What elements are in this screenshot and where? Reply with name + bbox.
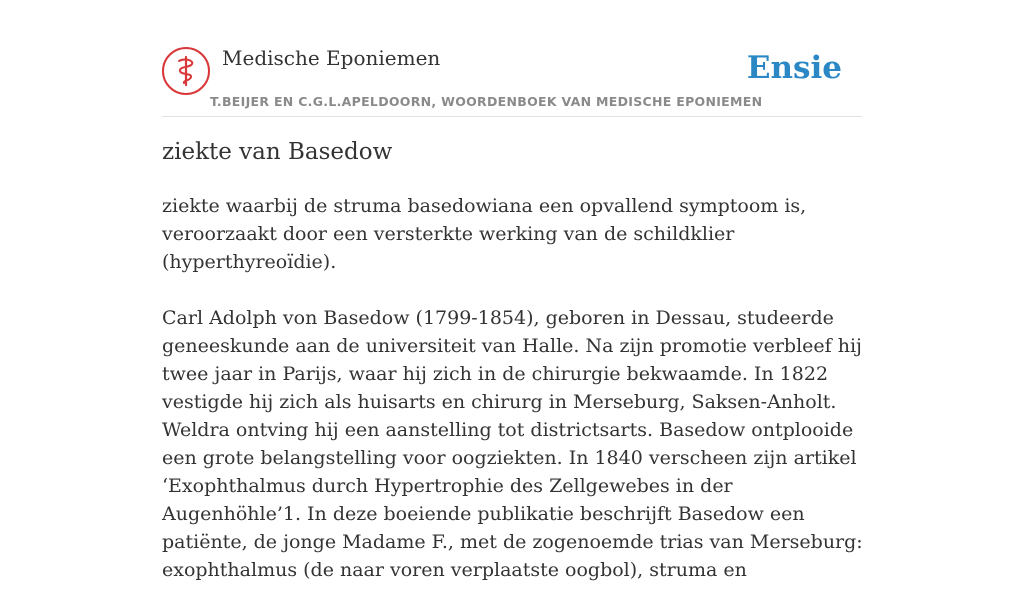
source-title[interactable]: Medische Eponiemen bbox=[222, 46, 441, 70]
source-header bbox=[162, 44, 862, 117]
caduceus-icon[interactable] bbox=[162, 47, 210, 95]
ensie-logo[interactable]: Ensie bbox=[746, 50, 842, 86]
biography-paragraph: Carl Adolph von Basedow (1799-1854), geboren in Dessau, studeerde geneeskunde aan de universiteit van Halle. Na zijn promotie verbleef hij twee jaar in Parijs, waar hij zich in de chirurgie bekwaamde. In 1822 vestigde hij zich als huisarts en chirurg in Merseburg, Saksen-Anholt. Weldra ontving hij een aanstelling tot districtsarts. Basedow ontplooide een grote belangstelling voor oogziekten. In 1840 verscheen zijn artikel ‘Exophthalmus durch Hypertrophie des Zellgewebes in der Augenhöhle’1. In deze boeiende publikatie beschrijft Basedow een patiënte, de jonge Madame F., met de zogenoemde trias van Merseburg: exophthalmus (de naar voren verplaatste oogbol), struma en bbox=[162, 307, 863, 581]
entry-body bbox=[162, 192, 867, 612]
definition-paragraph: ziekte waarbij de struma basedowiana een opvallend symptoom is, veroorzaakt door een versterkte werking van de schildklier (hyperthyreoïdie). bbox=[162, 195, 807, 273]
source-subtitle: T.BEIJER EN C.G.L.APELDOORN, WOORDENBOEK VAN MEDISCHE EPONIEMEN bbox=[210, 94, 763, 109]
entry-title: ziekte van Basedow bbox=[162, 139, 393, 165]
